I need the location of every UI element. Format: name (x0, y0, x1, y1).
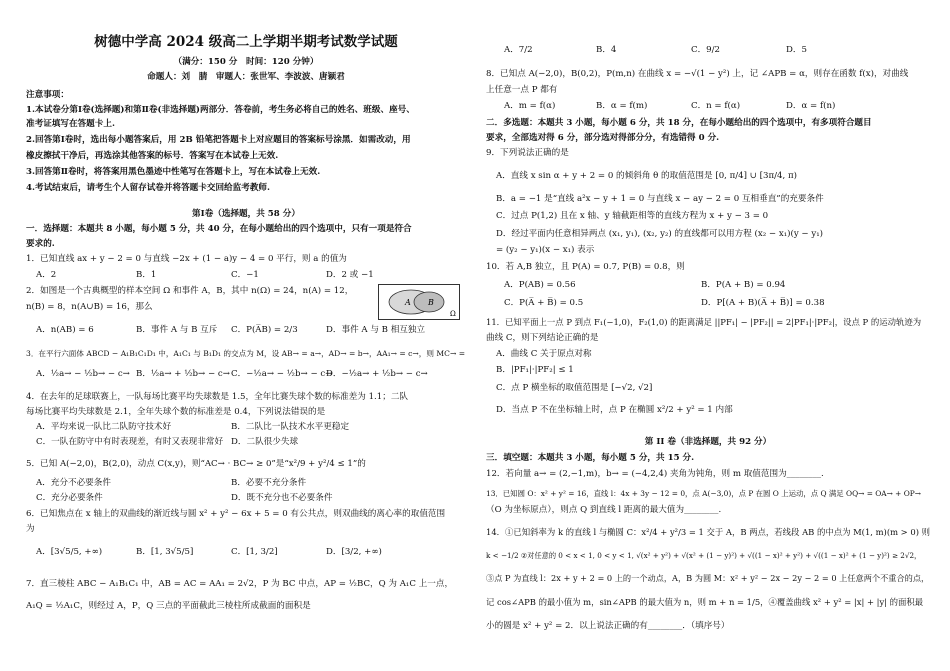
exam-title: 树德中学高 2024 级高二上学期半期考试数学试题 (94, 34, 398, 50)
q6-option-d: D．[3/2, +∞) (326, 547, 382, 557)
q10-option-c: C．P(A̅ + B̅) = 0.5 (504, 298, 584, 308)
q3-stem: 3．在平行六面体 ABCD − A₁B₁C₁D₁ 中，A₁C₁ 与 B₁D₁ 的交点为 M，设 AB→ = a→，AD→ = b→，AA₁→ = c→，则 MC→ = (26, 349, 466, 358)
q4-option-c: C．一队在防守中有时表现差，有时又表现非常好 (36, 437, 224, 447)
section1-line: 一．选择题：本题共 8 小题，每小题 5 分，共 40 分，在每小题给出的四个选项中，只有一项是符合 (26, 224, 412, 234)
q5-option-c: C．充分必要条件 (36, 493, 103, 503)
section3-line: 三．填空题：本题共 3 小题，每小题 5 分，共 15 分. (486, 453, 695, 463)
q6-stem: 6．已知焦点在 x 轴上的双曲线的渐近线与圆 x² + y² − 6x + 5 = 0 有公共点，则双曲线的离心率的取值范围 (26, 509, 446, 519)
q11-option-b: B．|PF₁|·|PF₂| ≤ 1 (496, 365, 574, 375)
q8-option-b: B．α = f(m) (596, 101, 648, 111)
authors: 命题人：刘 腈 审题人：张世军、李波波、唐颖君 (147, 72, 345, 82)
q2-option-a: A．n(AB) = 6 (36, 325, 94, 335)
q8-stem: 8．已知点 A(−2,0)，B(0,2)，P(m,n) 在曲线 x = −√(1 − y²) 上，记 ∠APB = α，则存在函数 f(x)，对曲线 (486, 69, 909, 79)
q7-stem: A₁Q = ½A₁C，则经过 A，P，Q 三点的平面截此三棱柱所成截面的面积是 (26, 601, 311, 611)
notice-line: 1.本试卷分第Ⅰ卷(选择题)和第Ⅱ卷(非选择题)两部分．答卷前，考生务必将自己的姓名、班级、座号、 (26, 105, 415, 115)
q4-option-d: D．二队很少失球 (231, 437, 299, 447)
venn-label-b: B (428, 298, 434, 307)
section2-line: 二．多选题：本题共 3 小题，每小题 6 分，共 18 分，在每小题给出的四个选项中，有多项符合题目 (486, 118, 872, 128)
q3-option-d: D．−½a→ + ½b→ − c→ (326, 369, 428, 379)
q2-stem: 2．如图是一个古典概型的样本空间 Ω 和事件 A，B，其中 n(Ω) = 24，n(A) = 12， (26, 286, 354, 296)
q14-stem: k < −1/2 ②对任意的 0 < x < 1, 0 < y < 1, √(x² + y²) + √(x² + (1 − y)²) + √((1 − x)² + y²) + √((1 − x)² + (1 − y)²) ≥ 2√2， (486, 551, 922, 560)
q13-stem: 13．已知圆 O：x² + y² = 16，直线 l：4x + 3y − 12 = 0，点 A(−3,0)，点 P 在圆 O 上运动，点 Q 满足 OQ→ = OA→ + OP→ (486, 489, 921, 498)
venn-label-a: A (405, 298, 411, 307)
q6-stem: 为 (26, 524, 35, 534)
q1-option-c: C．−1 (231, 270, 259, 280)
q1-option-a: A．2 (36, 270, 57, 280)
q5-option-a: A．充分不必要条件 (36, 478, 111, 488)
q7-option-c: C．9/2 (691, 45, 720, 55)
q3-option-c: C．−½a→ − ½b→ − c→ (231, 369, 333, 379)
q14-stem: 14．①已知斜率为 k 的直线 l 与椭圆 C：x²/4 + y²/3 = 1 交于 A，B 两点，若线段 AB 的中点为 M(1, m)(m > 0) 则 (486, 527, 930, 537)
q14-stem: ③点 P 为直线 l：2x + y + 2 = 0 上的一个动点，A，B 为圆 M：x² + y² − 2x − 2y − 2 = 0 上任意两个不重合的点， (486, 573, 930, 583)
q9-option-b: B．a = −1 是“直线 a²x − y + 1 = 0 与直线 x − ay − 2 = 0 互相垂直”的充要条件 (496, 194, 824, 204)
q9-stem: 9．下列说法正确的是 (486, 148, 569, 158)
q10-option-b: B．P(A + B) = 0.94 (701, 280, 786, 290)
q9-option-a: A．直线 x sin α + y + 2 = 0 的倾斜角 θ 的取值范围是 [0, π/4] ∪ [3π/4, π) (496, 171, 797, 181)
q6-option-b: B．[1, 3√5/5] (136, 547, 194, 557)
q8-option-a: A．m = f(α) (504, 101, 556, 111)
section1-line: 要求的. (26, 239, 55, 249)
q1-option-d: D．2 或 −1 (326, 270, 374, 280)
notice-line: 3.回答第Ⅱ卷时，将答案用黑色墨迹中性笔写在答题卡上，写在本试卷上无效. (26, 167, 321, 177)
q8-option-d: D．α = f(n) (786, 101, 836, 111)
notice-line: 2.回答第Ⅰ卷时，选出每小题答案后，用 2B 铅笔把答题卡上对应题目的答案标号涂黑．如需改动，用 (26, 135, 411, 145)
q2-stem: n(B) = 8，n(A∪B) = 16，那么 (26, 302, 153, 312)
q7-option-a: A．7/2 (504, 45, 533, 55)
q10-option-a: A．P(AB) = 0.56 (504, 280, 576, 290)
part1-heading: 第Ⅰ卷（选择题，共 58 分） (192, 209, 300, 219)
q8-stem: 上任意一点 P 都有 (486, 85, 558, 95)
q3-option-b: B．½a→ + ½b→ − c→ (136, 369, 230, 379)
q9-option-d: = (y₂ − y₁)(x − x₁) 表示 (496, 245, 595, 255)
q11-stem: 曲线 C，则下列结论正确的是 (486, 333, 599, 343)
q4-option-a: A．平均来说一队比二队防守技术好 (36, 422, 172, 432)
q12-stem: 12．若向量 a→ = (2,−1,m)，b→ = (−4,2,4) 夹角为钝角，则 m 取值范围为________. (486, 469, 824, 479)
q11-stem: 11．已知平面上一点 P 到点 F₁(−1,0)，F₂(1,0) 的距离满足 ||PF₁| − |PF₂|| = 2|PF₁|·|PF₂|，设点 P 的运动轨迹为 (486, 317, 922, 327)
q7-option-b: B．4 (596, 45, 617, 55)
q13-stem: （O 为坐标原点），则点 Q 到直线 l 距离的最大值为________. (486, 505, 722, 515)
q2-option-c: C．P(A̅B) = 2/3 (231, 325, 298, 335)
q6-option-a: A．[3√5/5, +∞) (36, 547, 103, 557)
q4-stem: 4．在去年的足球联赛上，一队每场比赛平均失球数是 1.5，全年比赛失球个数的标准差为 1.1；二队 (26, 392, 409, 402)
q9-option-c: C．过点 P(1,2) 且在 x 轴、y 轴截距相等的直线方程为 x + y − 3 = 0 (496, 211, 769, 221)
q14-stem: 小的圆是 x² + y² = 2．以上说法正确的有________．（填序号） (486, 621, 730, 631)
notice-heading: 注意事项： (26, 90, 69, 100)
q6-option-c: C．[1, 3/2] (231, 547, 278, 557)
q5-stem: 5．已知 A(−2,0)，B(2,0)，动点 C(x,y)，则“AC→ · BC→ ≥ 0”是“x²/9 + y²/4 ≤ 1”的 (26, 459, 366, 469)
q10-option-d: D．P[(A + B)(A̅ + B̅)] = 0.38 (701, 298, 825, 308)
q1-stem: 1．已知直线 ax + y − 2 = 0 与直线 −2x + (1 − a)y − 4 = 0 平行，则 a 的值为 (26, 254, 347, 264)
q11-option-c: C．点 P 横坐标的取值范围是 [−√2, √2] (496, 383, 653, 393)
q7-stem: 7．直三棱柱 ABC − A₁B₁C₁ 中，AB = AC = AA₁ = 2√2，P 为 BC 中点，AP = ½BC，Q 为 A₁C 上一点， (26, 579, 454, 589)
section2-line: 要求，全部选对得 6 分，部分选对得部分分，有选错得 0 分. (486, 133, 720, 143)
q14-stem: 记 cos∠APB 的最小值为 m，sin∠APB 的最大值为 n，则 m + n = 1/5，④覆盖曲线 x² + y² = |x| + |y| 的面积最 (486, 597, 924, 607)
q10-stem: 10．若 A,B 独立，且 P(A) = 0.7, P(B) = 0.8，则 (486, 262, 685, 272)
part2-heading: 第 II 卷（非选择题，共 92 分） (644, 437, 772, 447)
q5-option-b: B．必要不充分条件 (231, 478, 307, 488)
venn-label-omega: Ω (450, 310, 456, 318)
venn-diagram (378, 284, 460, 320)
q2-option-d: D．事件 A 与 B 相互独立 (326, 325, 426, 335)
notice-line: 准考证填写在答题卡上. (26, 119, 115, 129)
notice-line: 4.考试结束后，请考生个人留存试卷并将答题卡交回给监考教师. (26, 183, 270, 193)
q3-option-a: A．½a→ − ½b→ − c→ (36, 369, 130, 379)
q1-option-b: B．1 (136, 270, 157, 280)
q2-option-b: B．事件 A 与 B 互斥 (136, 325, 218, 335)
q11-option-d: D．当点 P 不在坐标轴上时，点 P 在椭圆 x²/2 + y² = 1 内部 (496, 405, 733, 415)
score-time: （满分：150 分 时间：120 分钟） (173, 57, 319, 67)
q4-stem: 每场比赛平均失球数是 2.1，全年失球个数的标准差是 0.4，下列说法错误的是 (26, 407, 326, 417)
q8-option-c: C．n = f(α) (691, 101, 741, 111)
q5-option-d: D．既不充分也不必要条件 (231, 493, 333, 503)
q11-option-a: A．曲线 C 关于原点对称 (496, 349, 592, 359)
notice-line: 橡皮擦拭干净后，再选涂其他答案的标号．答案写在本试卷上无效. (26, 151, 279, 161)
q9-option-d: D．经过平面内任意相异两点 (x₁, y₁), (x₂, y₂) 的直线都可以用方程 (x₂ − x₁)(y − y₁) (496, 229, 824, 239)
venn-diagram-drawing (379, 285, 459, 319)
q7-option-d: D．5 (786, 45, 807, 55)
q4-option-b: B．二队比一队技术水平更稳定 (231, 422, 350, 432)
